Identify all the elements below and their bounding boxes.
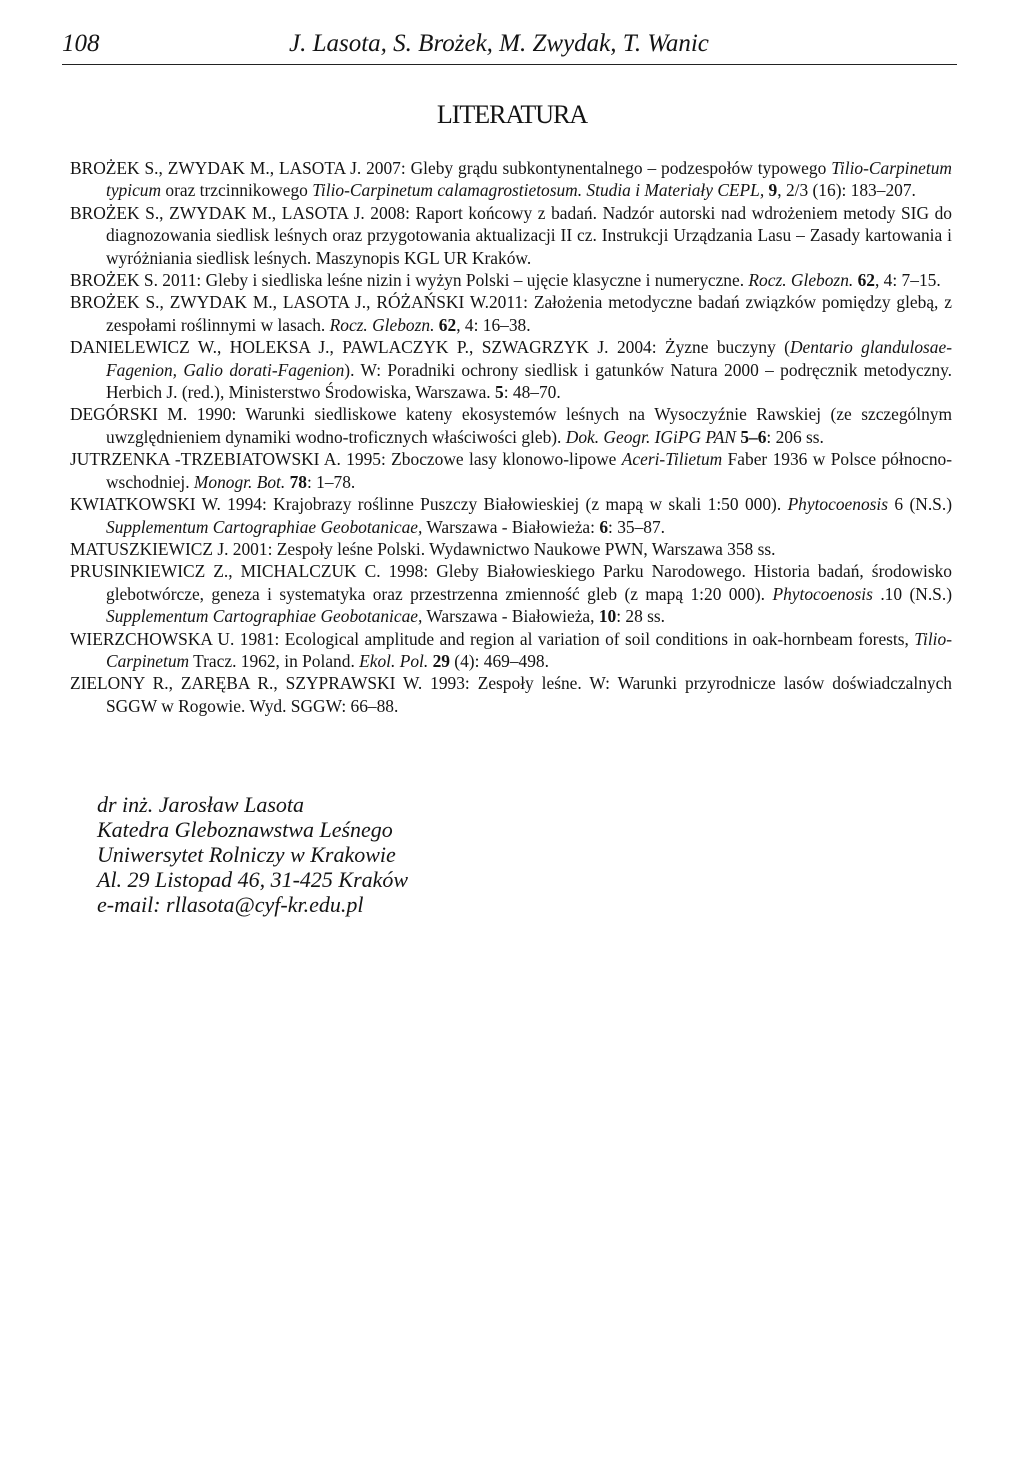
address-line: Uniwersytet Rolniczy w Krakowie: [97, 842, 396, 867]
reference-text: : 48–70.: [503, 382, 561, 403]
reference-italic-text: Tilio-Carpinetum calamagrostietosum. Studia i Materiały CEPL,: [312, 180, 765, 201]
reference-entry: [70, 538, 952, 560]
reference-text: MATUSZKIEWICZ J. 2001: Zespoły leśne Polski. Wydawnictwo Naukowe PWN, Warszawa 358 ss.: [70, 538, 776, 559]
reference-volume: 62: [857, 270, 875, 291]
reference-text: oraz trzcinnikowego: [161, 180, 313, 201]
reference-italic-text: Monogr. Bot.: [193, 471, 286, 492]
reference-entry: [70, 628, 952, 673]
reference-entry: [70, 672, 952, 717]
section-title: LITERATURA: [436, 100, 588, 129]
reference-text: : 28 ss.: [616, 606, 666, 627]
reference-italic-text: Supplementum Cartographiae Geobotanicae,: [106, 606, 423, 627]
reference-italic-text: Phytocoenosis: [787, 494, 889, 515]
reference-volume: 29: [432, 650, 450, 671]
reference-italic-text: Aceri-Tilietum: [621, 449, 723, 470]
reference-text: Faber 1936 w Polsce północno-wschodniej.: [106, 449, 952, 492]
reference-text: Warszawa - Białowieża:: [422, 516, 600, 537]
reference-text: .10 (N.S.): [872, 583, 952, 604]
reference-italic-text: Dok. Geogr. IGiPG PAN: [565, 426, 736, 447]
reference-italic-text: Tilio-Carpinetum typicum: [106, 158, 952, 201]
reference-text: : 1–78.: [306, 471, 356, 492]
reference-text: JUTRZENKA -TRZEBIATOWSKI A. 1995: Zboczowe lasy klonowo-lipowe: [70, 449, 622, 470]
reference-text: 6 (N.S.): [888, 494, 952, 515]
reference-text: WIERZCHOWSKA U. 1981: Ecological amplitude and region al variation of soil conditions in oak-hornbeam forests,: [70, 628, 915, 649]
reference-volume: 9: [764, 180, 778, 201]
author-address: [97, 792, 408, 917]
reference-text: PRUSINKIEWICZ Z., MICHALCZUK C. 1998: Gleby Białowieskiego Parku Narodowego. Historia badań, środowisko glebotwórcze, geneza i systematyka oraz przestrzenna zmienność gleb (z mapą 1:20 000).: [70, 561, 952, 604]
reference-entry: [70, 403, 952, 448]
reference-entry: [70, 493, 952, 538]
reference-italic-text: Supplementum Cartographiae Geobotanicae,: [106, 516, 423, 537]
reference-volume: 78: [289, 471, 307, 492]
reference-entry: [70, 157, 952, 202]
reference-volume: 10: [598, 606, 617, 627]
reference-italic-text: Ekol. Pol.: [359, 650, 429, 671]
reference-italic-text: Tilio-Carpinetum: [106, 628, 952, 671]
reference-text: DANIELEWICZ W., HOLEKSA J., PAWLACZYK P., SZWAGRZYK J. 2004: Żyzne buczyny (: [70, 337, 790, 358]
reference-italic-text: Dentario glandulosae-Fagenion, Galio dorati-Fagenion: [106, 337, 952, 380]
reference-text: ). W: Poradniki ochrony siedlisk i gatunków Natura 2000 – podręcznik metodyczny. Herbich J. (red.), Ministerstwo Środowiska, Warszawa.: [106, 359, 952, 403]
reference-italic-text: Rocz. Glebozn.: [748, 270, 854, 291]
reference-text: Warszawa - Białowieża,: [422, 606, 599, 627]
author-email: e-mail: rllasota@cyf-kr.edu.pl: [97, 892, 364, 917]
reference-italic-text: Phytocoenosis: [772, 583, 873, 604]
reference-text: DEGÓRSKI M. 1990: Warunki siedliskowe kateny ekosystemów leśnych na Wysoczyźnie Rawskiej (ze szczególnym uwzględnieniem dynamiki wodno-troficznych właściwości gleb).: [70, 404, 952, 447]
reference-text: : 206 ss.: [766, 426, 824, 447]
reference-entry: [70, 448, 952, 493]
reference-entry: [70, 336, 952, 403]
reference-entry: [70, 291, 952, 336]
address-line: dr inż. Jarosław Lasota: [97, 792, 305, 817]
reference-text: , 4: 7–15.: [874, 270, 941, 291]
reference-volume: 5: [495, 382, 504, 403]
reference-text: , 4: 16–38.: [456, 314, 531, 335]
reference-entry: [70, 560, 952, 627]
reference-text: : 35–87.: [608, 516, 666, 537]
page-header: [62, 28, 957, 65]
reference-volume: 62: [438, 314, 457, 335]
reference-text: ZIELONY R., ZARĘBA R., SZYPRAWSKI W. 1993: Zespoły leśne. W: Warunki przyrodnicze lasów doświadczalnych SGGW w Rogowie. Wyd. SGGW: 66–88.: [70, 673, 952, 716]
reference-entry: [70, 202, 952, 269]
reference-entry: [70, 269, 952, 291]
reference-volume: 6: [599, 516, 609, 537]
reference-italic-text: Rocz. Glebozn.: [329, 314, 435, 335]
reference-text: BROŻEK S., ZWYDAK M., LASOTA J. 2007: Gleby grądu subkontynentalnego – podzespołów typowego: [70, 158, 832, 178]
reference-text: BROŻEK S. 2011: Gleby i siedliska leśne nizin i wyżyn Polski – ujęcie klasyczne i numeryczne.: [70, 270, 749, 291]
reference-list: [70, 157, 952, 717]
page-number: 108: [62, 30, 100, 57]
address-line: Katedra Gleboznawstwa Leśnego: [97, 817, 393, 842]
reference-text: , 2/3 (16): 183–207.: [777, 180, 916, 201]
running-head: J. Lasota, S. Brożek, M. Zwydak, T. Wanic: [289, 30, 709, 57]
reference-volume: 5–6: [740, 426, 767, 447]
reference-text: BROŻEK S., ZWYDAK M., LASOTA J. 2008: Raport końcowy z badań. Nadzór autorski nad wdrożeniem metody SIG do diagnozowania siedlisk leśnych oraz przygotowania aktualizacji II cz. Instrukcji Urządzania Lasu – Zasady kartowania i wyróżniania siedlisk leśnych. Maszynopis KGL UR Kraków.: [70, 202, 952, 268]
reference-text: (4): 469–498.: [449, 650, 549, 671]
reference-text: BROŻEK S., ZWYDAK M., LASOTA J., RÓŻAŃSKI W.2011: Założenia metodyczne badań związków pomiędzy glebą, z zespołami roślinnymi w lasach.: [70, 292, 952, 335]
address-line: Al. 29 Listopad 46, 31-425 Kraków: [97, 867, 409, 892]
reference-text: Tracz. 1962, in Poland.: [189, 650, 360, 671]
reference-text: KWIATKOWSKI W. 1994: Krajobrazy roślinne Puszczy Białowieskiej (z mapą w skali 1:50 000).: [70, 494, 788, 515]
